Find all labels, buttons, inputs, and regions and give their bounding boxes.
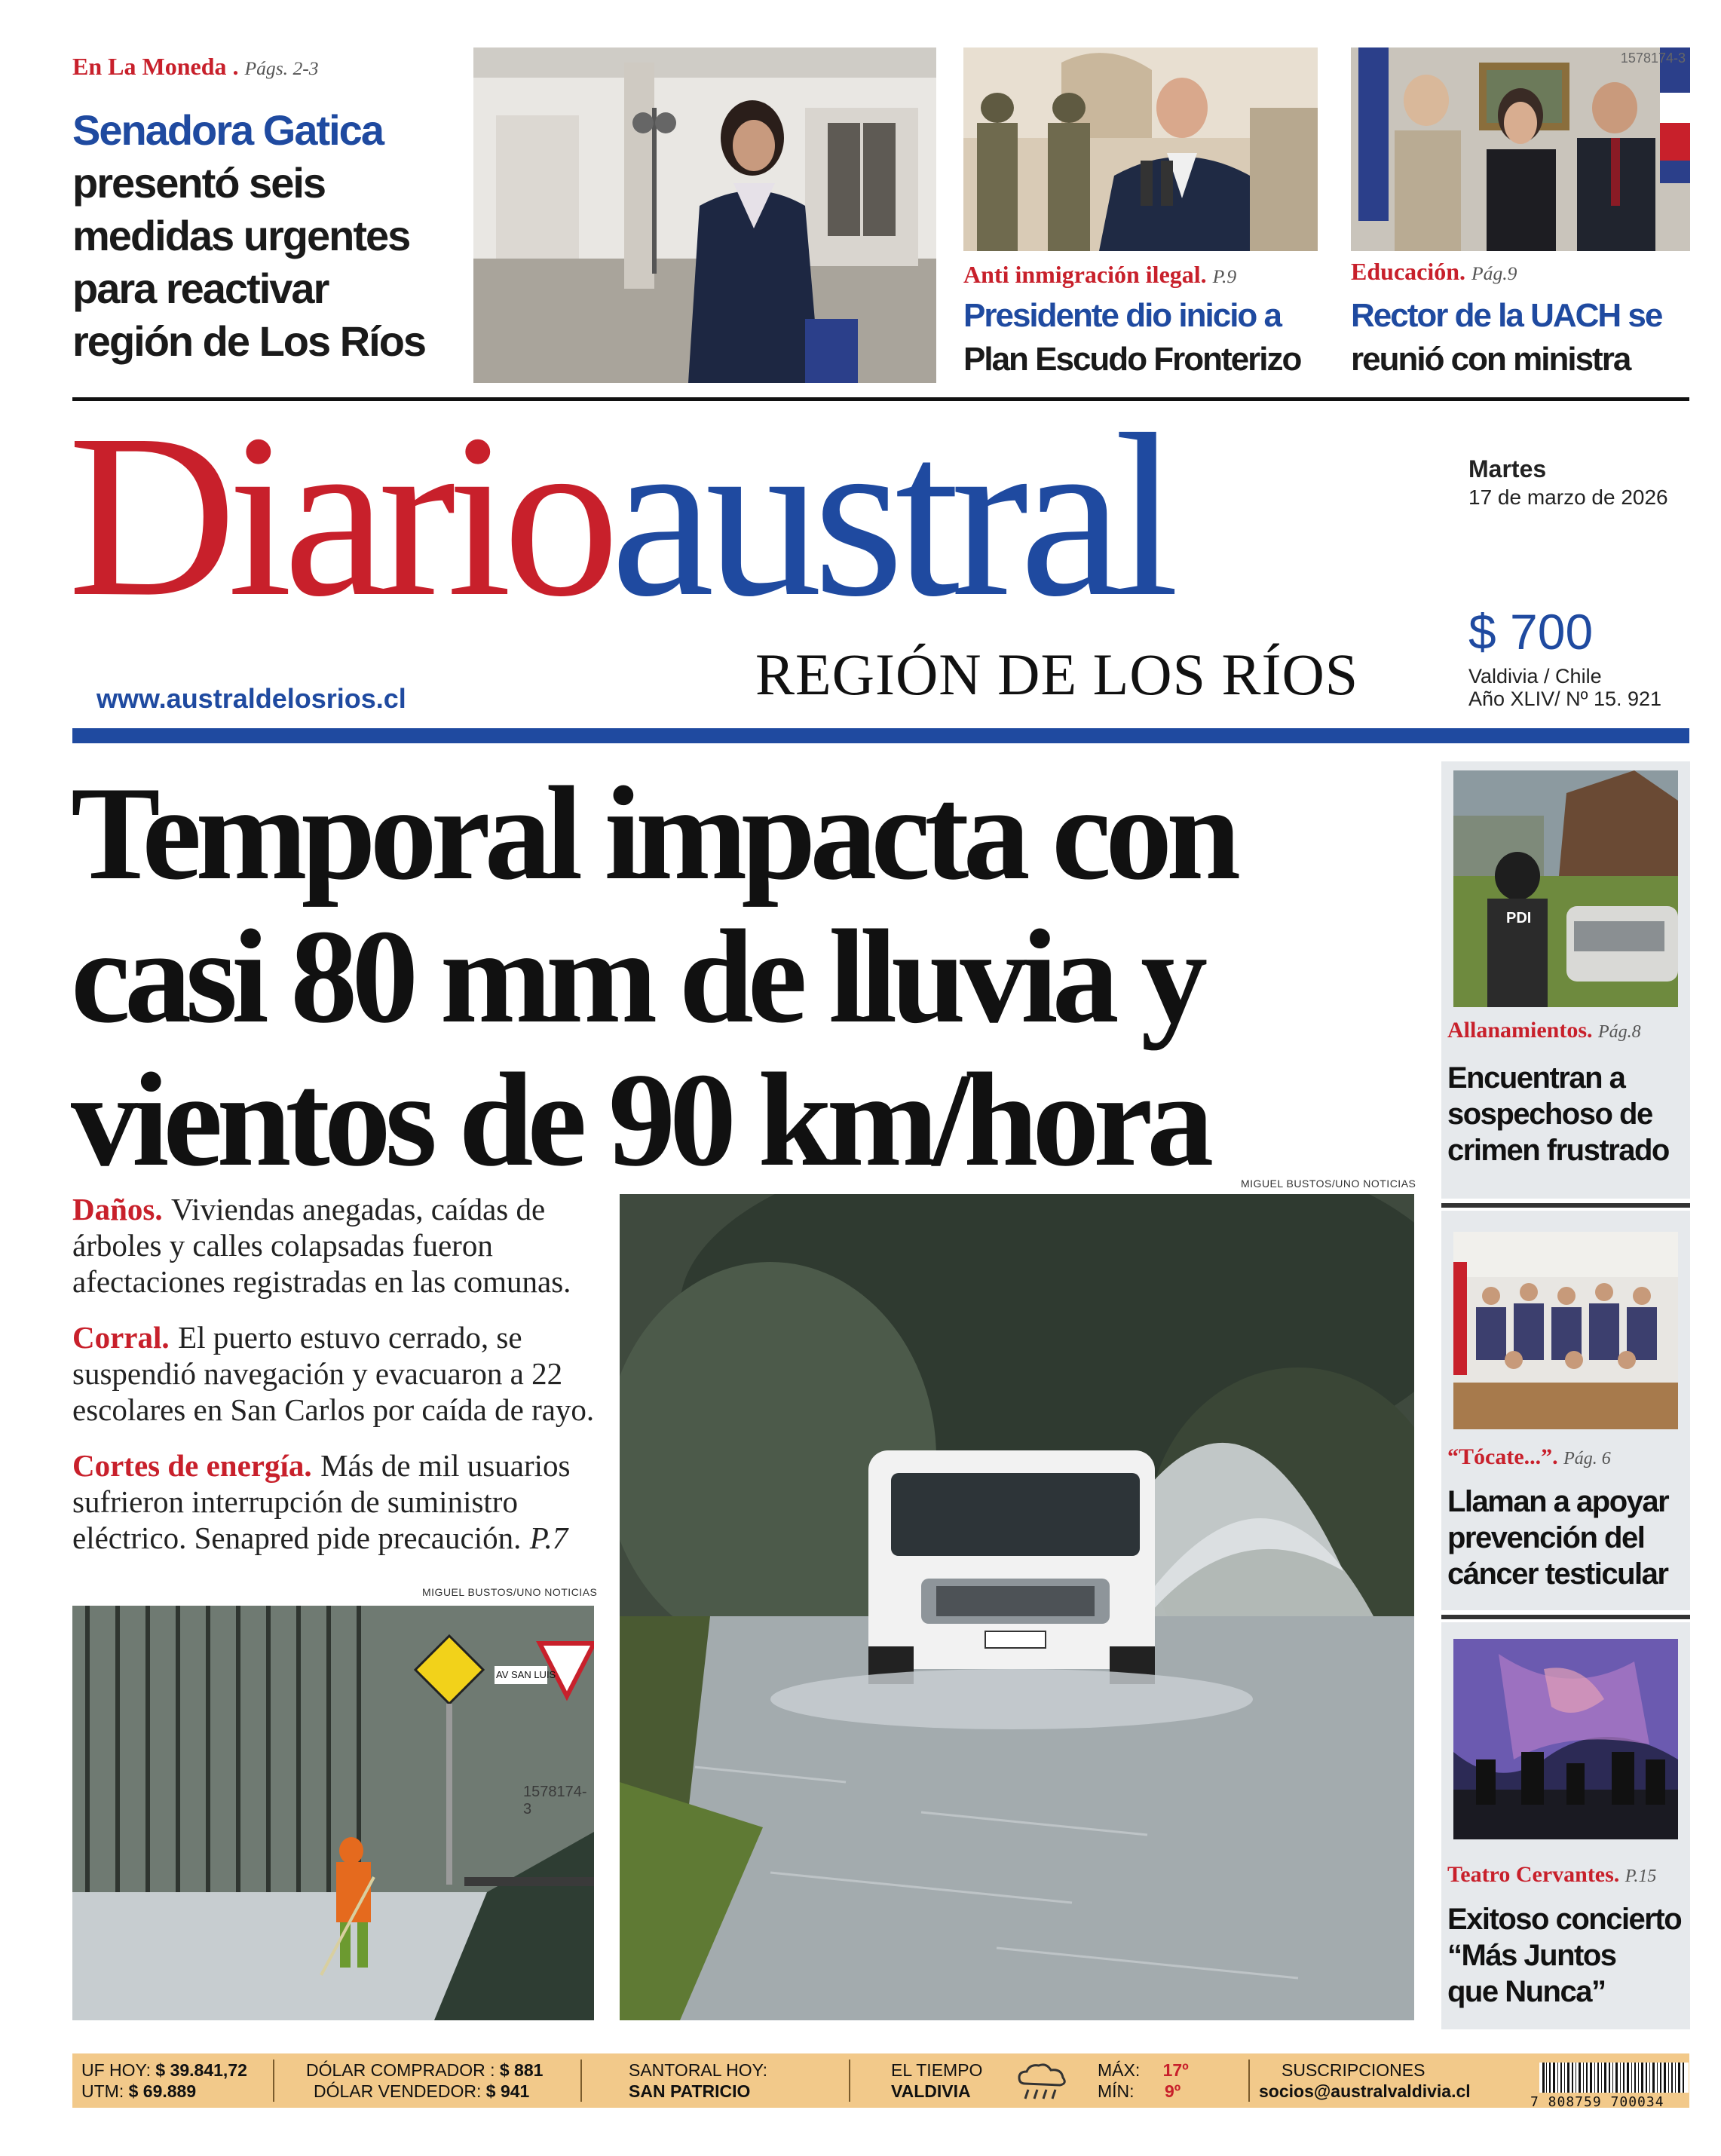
sidebar-3-page: P.15: [1625, 1867, 1657, 1886]
top-lead-headline[interactable]: [72, 104, 449, 368]
sidebar-photo-1: [1453, 770, 1678, 1007]
footer-subs-email[interactable]: socios@australvaldivia.cl: [1259, 2081, 1471, 2101]
footer-subs-label: SUSCRIPCIONES: [1282, 2060, 1425, 2080]
footer-utm-value: $ 69.889: [128, 2081, 197, 2101]
footer-tiempo-city: VALDIVIA: [891, 2081, 971, 2101]
masthead-word-diario: Diario: [68, 387, 611, 645]
photo-worker-rain-illustration: [72, 1606, 594, 2020]
photo-rector-illustration: [1351, 47, 1690, 251]
sidebar-2-kicker: [1447, 1444, 1611, 1470]
sidebar-separator-1: [1441, 1203, 1690, 1208]
photo-van-flood[interactable]: [620, 1194, 1414, 2020]
sidebar-card-2[interactable]: [1441, 1211, 1690, 1610]
lead-corral-label: Corral.: [72, 1320, 170, 1355]
lead-corral-text: El puerto estuvo cerrado, se suspendió navegación y evacuaron a 22 escolares en San Carlos por caída de rayo.: [72, 1320, 595, 1427]
footer-min-value: 9º: [1164, 2081, 1181, 2101]
story3-line1: Rector de la UACH se: [1351, 297, 1662, 334]
footer-dolar-vendedor: [314, 2081, 529, 2102]
sidebar-3-headline: [1447, 1901, 1681, 2010]
sidebar-2-page: Pág. 6: [1563, 1449, 1611, 1468]
main-headline-line2: casi 80 mm de lluvia y: [71, 902, 1202, 1051]
masthead-city: Valdivia / Chile: [1468, 665, 1602, 688]
story3-kicker-label: Educación.: [1351, 258, 1466, 285]
lead-paragraphs: [72, 1191, 600, 1556]
photo-senadora-illustration: [473, 47, 936, 383]
masthead-price: $ 700: [1468, 604, 1594, 660]
footer-uf-value: $ 39.841,72: [155, 2060, 247, 2080]
story2-kicker-label: Anti inmigración ilegal.: [963, 261, 1207, 288]
footer-santoral-value: SAN PATRICIO: [629, 2081, 751, 2101]
footer-dolar-c-label: DÓLAR COMPRADOR :: [306, 2060, 495, 2080]
top-lead-kicker-label: En La Moneda .: [72, 53, 239, 80]
top-lead-headline-blue: Senadora Gatica: [72, 106, 383, 154]
footer-tiempo-label: EL TIEMPO: [891, 2060, 983, 2080]
masthead-logo: [68, 387, 1171, 645]
footer-uf-label: UF HOY:: [81, 2060, 152, 2080]
lead-energia-page: P.7: [529, 1521, 568, 1555]
main-headline-line3: vientos de 90 km/hora: [71, 1045, 1208, 1194]
story2-page: P.9: [1212, 265, 1237, 287]
footer-dolar-v-label: DÓLAR VENDEDOR:: [314, 2081, 482, 2101]
photo-worker-rain[interactable]: [72, 1606, 594, 2020]
footer-sep-1: [273, 2060, 274, 2102]
footer-min: [1098, 2081, 1181, 2102]
sidebar-1-line1: Encuentran a: [1447, 1061, 1625, 1095]
masthead-word-austral: austral: [610, 387, 1171, 645]
masthead-region: REGIÓN DE LOS RÍOS: [755, 642, 1359, 707]
sidebar-3-line3: que Nunca”: [1447, 1975, 1606, 2008]
sidebar-3-line2: “Más Juntos: [1447, 1939, 1616, 1972]
sidebar-2-kicker-label: “Tócate...”.: [1447, 1444, 1558, 1469]
sidebar-1-page: Pág.8: [1598, 1022, 1641, 1042]
photo-worker-code: 1578174-3: [523, 1784, 587, 1818]
footer-max-label: MÁX:: [1098, 2060, 1141, 2080]
footer-indicators-bar: [72, 2053, 1689, 2108]
sidebar-2-line1: Llaman a apoyar: [1447, 1485, 1669, 1518]
footer-uf: [81, 2060, 247, 2081]
lead-energia-label: Cortes de energía.: [72, 1448, 312, 1483]
photo-rector[interactable]: [1351, 47, 1690, 251]
sidebar-1-line2: sospechoso de: [1447, 1098, 1652, 1131]
sidebar-1-line3: crimen frustrado: [1447, 1134, 1669, 1167]
story3-kicker: [1351, 258, 1517, 286]
top-lead-kicker: [72, 53, 319, 81]
footer-max: [1098, 2060, 1189, 2081]
photo-worker-sign-text: AV SAN LUIS: [496, 1669, 556, 1680]
masthead-date: 17 de marzo de 2026: [1468, 485, 1668, 509]
story2-line2: Plan Escudo Fronterizo: [963, 341, 1301, 378]
masthead-edition: Año XLIV/ Nº 15. 921: [1468, 688, 1662, 710]
photo-van-flood-illustration: [620, 1194, 1414, 2020]
sidebar-photo-3-illustration: [1453, 1639, 1678, 1839]
sidebar-photo-3: [1453, 1639, 1678, 1839]
footer-sep-4: [1248, 2060, 1250, 2102]
sidebar-photo-1-illustration: [1453, 770, 1678, 1007]
lead-danos-text: Viviendas anegadas, caídas de árboles y calles colapsadas fueron afectaciones registradas en las comunas.: [72, 1192, 571, 1299]
sidebar-3-line1: Exitoso concierto: [1447, 1903, 1682, 1936]
sidebar-1-kicker: [1447, 1018, 1641, 1043]
story2-headline[interactable]: [963, 294, 1325, 381]
photo-rector-code: 1578174-3: [1620, 51, 1686, 66]
lead-energia-text: Más de mil usuarios sufrieron interrupción de suministro eléctrico. Senapred pide precaución.: [72, 1448, 571, 1555]
footer-dolar-v-value: $ 941: [485, 2081, 530, 2101]
rain-cloud-icon: [1015, 2061, 1072, 2102]
lead-danos-label: Daños.: [72, 1192, 163, 1227]
top-lead-headline-rest: presentó seis medidas urgentes para reactivar región de Los Ríos: [72, 159, 426, 365]
masthead-website[interactable]: www.australdelosrios.cl: [96, 683, 406, 714]
lead-danos: [72, 1191, 600, 1300]
barcode-icon: [1539, 2063, 1689, 2093]
sidebar-photo-2: [1453, 1232, 1678, 1429]
sidebar-2-headline: [1447, 1484, 1668, 1592]
masthead-blue-bar: [72, 728, 1689, 743]
lead-energia: [72, 1447, 600, 1556]
sidebar-separator-2: [1441, 1615, 1690, 1619]
sidebar-2-line3: cáncer testicular: [1447, 1557, 1668, 1591]
sidebar-card-1[interactable]: [1441, 761, 1690, 1199]
story3-headline[interactable]: [1351, 294, 1690, 381]
sidebar-3-kicker-label: Teatro Cervantes.: [1447, 1862, 1620, 1887]
masthead-day: Martes: [1468, 455, 1547, 482]
top-lead-page: Págs. 2-3: [244, 57, 319, 79]
footer-max-value: 17º: [1162, 2060, 1189, 2080]
sidebar-2-line2: prevención del: [1447, 1521, 1645, 1554]
barcode-number: 7 808759 700034: [1530, 2094, 1664, 2110]
footer-sep-2: [580, 2060, 582, 2102]
story3-line2: reunió con ministra: [1351, 341, 1631, 378]
sidebar-card-3[interactable]: [1441, 1622, 1690, 2029]
footer-santoral-label: SANTORAL HOY:: [629, 2060, 768, 2080]
story3-page: Pág.9: [1471, 262, 1517, 284]
footer-sep-3: [849, 2060, 850, 2102]
story2-line1: Presidente dio inicio a: [963, 297, 1282, 334]
small-photo-credit: MIGUEL BUSTOS/UNO NOTICIAS: [422, 1586, 598, 1598]
lead-corral: [72, 1319, 600, 1428]
sidebar-1-kicker-label: Allanamientos.: [1447, 1018, 1593, 1043]
footer-utm-label: UTM:: [81, 2081, 124, 2101]
sidebar-photo-2-illustration: [1453, 1232, 1678, 1429]
large-photo-credit: MIGUEL BUSTOS/UNO NOTICIAS: [1241, 1178, 1416, 1190]
sidebar-photo-1-badge: PDI: [1506, 910, 1532, 926]
footer-min-label: MÍN:: [1098, 2081, 1135, 2101]
footer-dolar-comprador: [306, 2060, 543, 2081]
footer-dolar-c-value: $ 881: [499, 2060, 544, 2080]
photo-presidente-illustration: [963, 47, 1318, 251]
main-headline-line1: Temporal impacta con: [71, 758, 1236, 908]
photo-presidente[interactable]: [963, 47, 1318, 251]
sidebar-3-kicker: [1447, 1862, 1656, 1888]
story2-kicker: [963, 261, 1236, 289]
sidebar-1-headline: [1447, 1060, 1669, 1168]
main-headline[interactable]: [71, 758, 1443, 1194]
footer-utm: [81, 2081, 196, 2102]
photo-senadora[interactable]: [473, 47, 936, 383]
